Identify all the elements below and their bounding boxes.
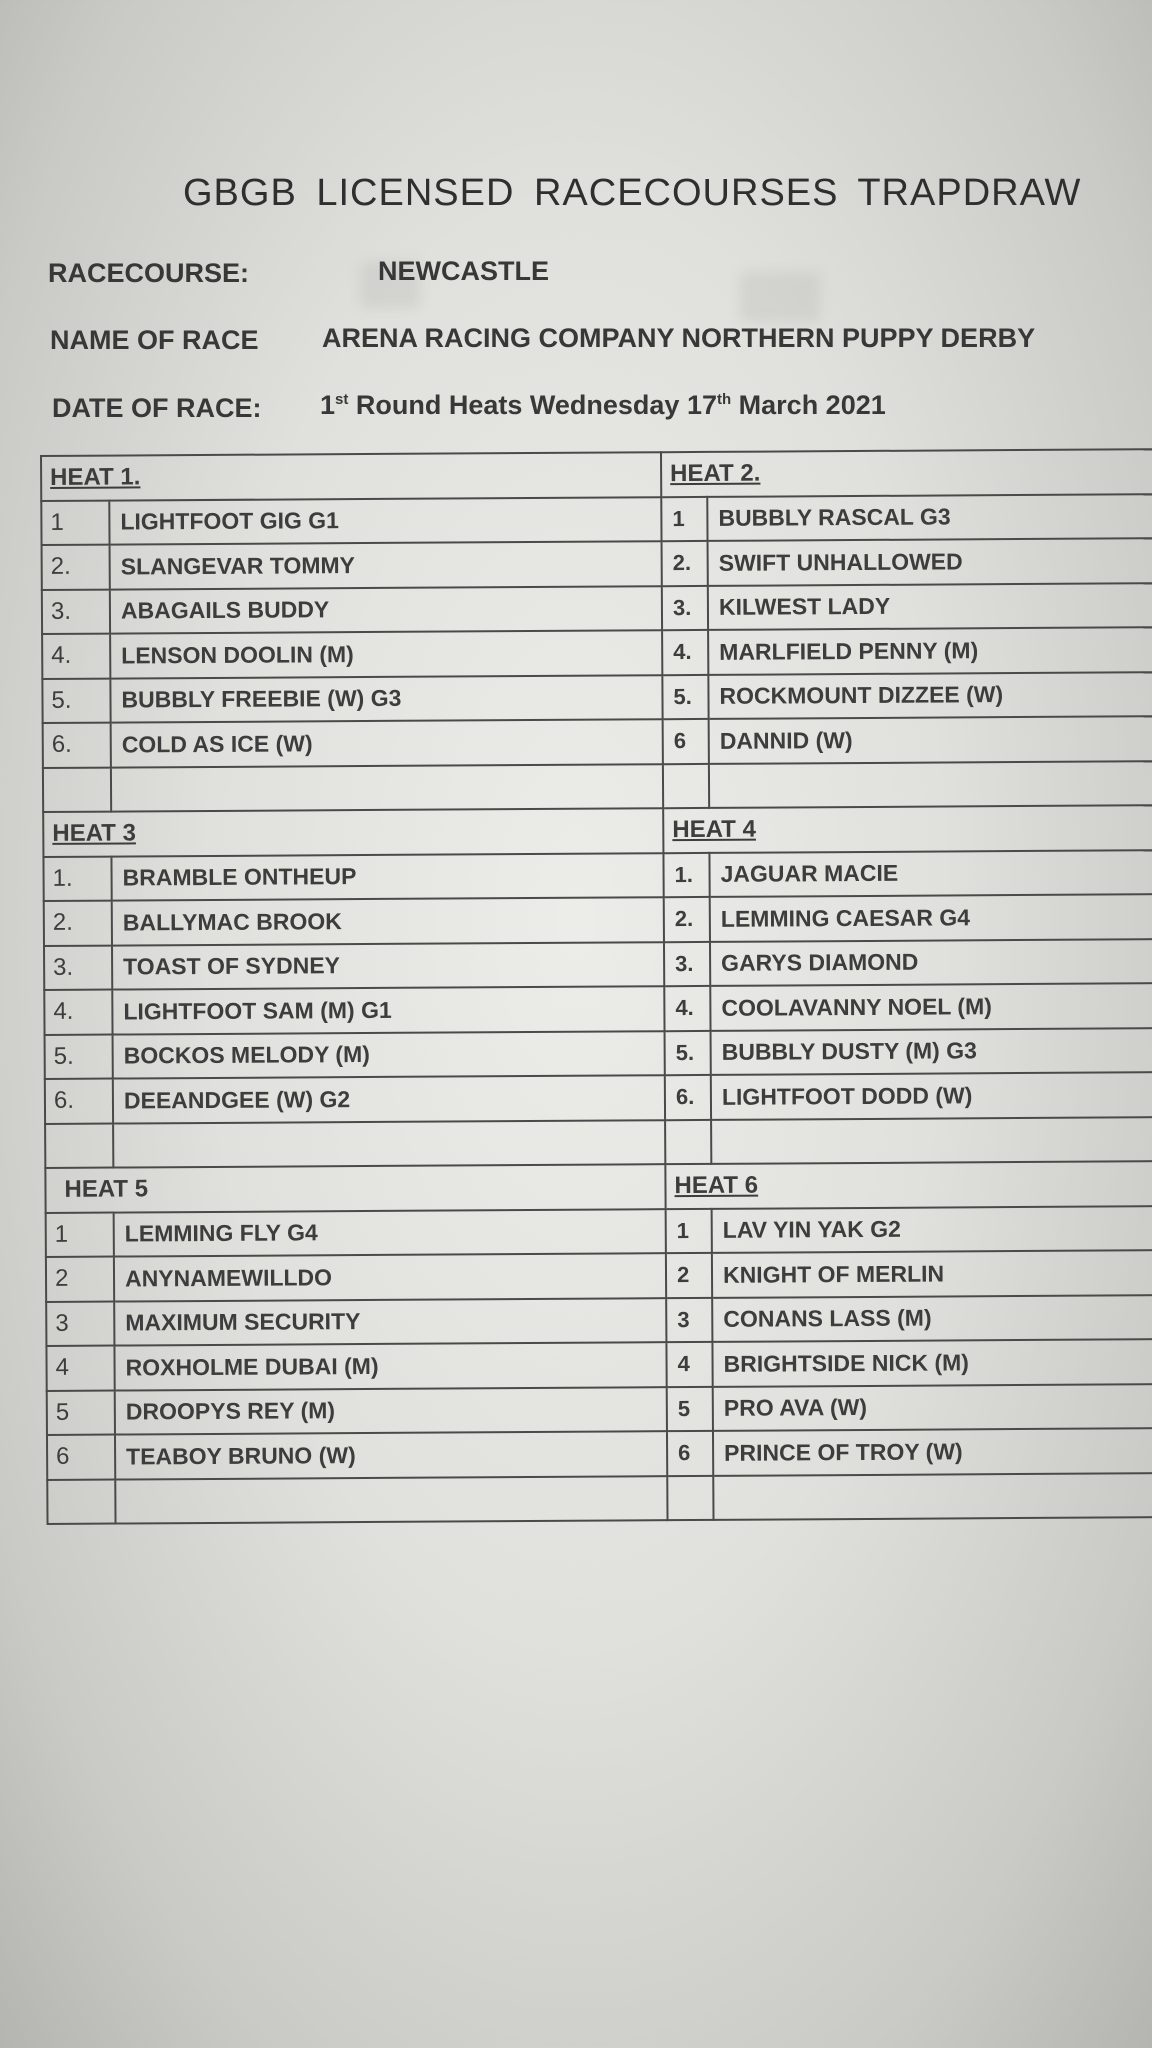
trap-number: 2. — [662, 541, 708, 586]
runner-name: KILWEST LADY — [708, 583, 1152, 630]
table-row — [43, 716, 1152, 767]
trap-number: 4. — [44, 990, 112, 1035]
empty-cell — [45, 1123, 113, 1168]
table-row — [41, 494, 1152, 545]
trap-number: 1 — [41, 500, 109, 545]
runner-name: COLD AS ICE (W) — [111, 719, 663, 767]
heat-heading: HEAT 5 — [45, 1164, 665, 1212]
runner-name: PRINCE OF TROY (W) — [713, 1428, 1152, 1475]
trap-number: 3. — [664, 941, 710, 986]
trap-number: 3. — [42, 589, 110, 634]
trap-number: 6 — [663, 719, 709, 764]
blank-row — [47, 1473, 1152, 1524]
empty-cell — [663, 763, 709, 808]
runner-name: CONANS LASS (M) — [712, 1295, 1152, 1342]
table-row — [46, 1339, 1152, 1390]
table-row — [47, 1428, 1152, 1479]
heat-heading-row — [41, 449, 1152, 500]
runner-name: DROOPYS REY (M) — [115, 1387, 667, 1435]
trap-number: 6 — [47, 1435, 115, 1480]
empty-cell — [115, 1476, 667, 1524]
document-title: GBGB LICENSED RACECOURSES TRAPDRAW — [183, 172, 1082, 214]
trap-number: 1 — [46, 1212, 114, 1257]
table-row — [46, 1206, 1152, 1257]
runner-name: SWIFT UNHALLOWED — [708, 538, 1152, 585]
table-row — [44, 894, 1152, 945]
trapdraw-table — [40, 448, 1152, 1525]
runner-name: LEMMING CAESAR G4 — [710, 894, 1152, 941]
table-row — [46, 1295, 1152, 1346]
trap-number: 4 — [666, 1342, 712, 1387]
table-row — [45, 1072, 1152, 1123]
trap-number: 4. — [664, 986, 710, 1031]
trap-number: 6. — [45, 1079, 113, 1124]
empty-cell — [111, 764, 663, 812]
trap-number: 2. — [44, 901, 112, 946]
trap-number: 5 — [667, 1386, 713, 1431]
runner-name: LAV YIN YAK G2 — [712, 1206, 1152, 1253]
trap-number: 5. — [665, 1030, 711, 1075]
runner-name: BRAMBLE ONTHEUP — [111, 853, 663, 901]
table-row — [42, 672, 1152, 723]
racecourse-value: NEWCASTLE — [378, 256, 549, 286]
runner-name: DANNID (W) — [709, 716, 1152, 763]
table-row — [44, 939, 1152, 990]
blank-row — [43, 761, 1152, 812]
trap-number: 2. — [42, 545, 110, 590]
heat-heading-row — [43, 805, 1152, 856]
trap-number: 5 — [47, 1390, 115, 1435]
race-name-label: NAME OF RACE — [50, 325, 259, 355]
trap-number: 4. — [662, 630, 708, 675]
date-label: DATE OF RACE: — [52, 393, 262, 423]
race-name-value: ARENA RACING COMPANY NORTHERN PUPPY DERBY — [322, 323, 1036, 353]
heat-heading-row — [45, 1161, 1152, 1212]
heat-heading: HEAT 6 — [665, 1161, 1152, 1209]
runner-name: PRO AVA (W) — [713, 1384, 1152, 1431]
heat-heading: HEAT 4 — [663, 805, 1152, 853]
heat-heading: HEAT 3 — [43, 808, 663, 856]
heat-heading: HEAT 1. — [41, 452, 661, 500]
empty-cell — [713, 1473, 1152, 1520]
runner-name: COOLAVANNY NOEL (M) — [710, 983, 1152, 1030]
runner-name: MARLFIELD PENNY (M) — [708, 627, 1152, 674]
trap-number: 4 — [46, 1346, 114, 1391]
trap-number: 6 — [667, 1431, 713, 1476]
runner-name: LEMMING FLY G4 — [114, 1209, 666, 1257]
redaction-smudge — [740, 272, 820, 322]
runner-name: BUBBLY FREEBIE (W) G3 — [110, 675, 662, 723]
trap-number: 3. — [44, 945, 112, 990]
table-row — [45, 1028, 1152, 1079]
empty-cell — [43, 767, 111, 812]
trap-number: 3 — [666, 1297, 712, 1342]
trap-number: 3 — [46, 1301, 114, 1346]
runner-name: LIGHTFOOT SAM (M) G1 — [112, 986, 664, 1034]
heat-heading: HEAT 2. — [661, 449, 1152, 497]
trap-number: 1. — [663, 852, 709, 897]
table-row — [44, 983, 1152, 1034]
trap-number: 1. — [43, 856, 111, 901]
runner-name: BUBBLY DUSTY (M) G3 — [711, 1028, 1152, 1075]
empty-cell — [665, 1119, 711, 1164]
runner-name: GARYS DIAMOND — [710, 939, 1152, 986]
runner-name: TEABOY BRUNO (W) — [115, 1431, 667, 1479]
table-row — [46, 1250, 1152, 1301]
table-row — [42, 627, 1152, 678]
runner-name: MAXIMUM SECURITY — [114, 1298, 666, 1346]
trap-number: 5. — [662, 674, 708, 719]
runner-name: BRIGHTSIDE NICK (M) — [712, 1339, 1152, 1386]
blank-row — [45, 1117, 1152, 1168]
runner-name: LENSON DOOLIN (M) — [110, 630, 662, 678]
trap-number: 2 — [46, 1257, 114, 1302]
trap-number: 2. — [664, 897, 710, 942]
empty-cell — [667, 1475, 713, 1520]
empty-cell — [711, 1117, 1152, 1164]
runner-name: LIGHTFOOT DODD (W) — [711, 1072, 1152, 1119]
runner-name: JAGUAR MACIE — [709, 850, 1152, 897]
trap-number: 2 — [666, 1253, 712, 1298]
racecourse-label: RACECOURSE: — [48, 258, 250, 288]
runner-name: KNIGHT OF MERLIN — [712, 1250, 1152, 1297]
table-row — [42, 538, 1152, 589]
trap-number: 1 — [661, 496, 707, 541]
table-row — [47, 1384, 1152, 1435]
runner-name: DEEANDGEE (W) G2 — [113, 1075, 665, 1123]
runner-name: SLANGEVAR TOMMY — [110, 541, 662, 589]
runner-name: BOCKOS MELODY (M) — [113, 1031, 665, 1079]
trap-number: 6. — [43, 723, 111, 768]
trap-number: 3. — [662, 585, 708, 630]
runner-name: TOAST OF SYDNEY — [112, 942, 664, 990]
empty-cell — [709, 761, 1152, 808]
trap-number: 6. — [665, 1075, 711, 1120]
runner-name: ROXHOLME DUBAI (M) — [114, 1342, 666, 1390]
trap-number: 4. — [42, 634, 110, 679]
runner-name: ROCKMOUNT DIZZEE (W) — [708, 672, 1152, 719]
trap-number: 5. — [42, 678, 110, 723]
empty-cell — [113, 1120, 665, 1168]
runner-name: ANYNAMEWILLDO — [114, 1253, 666, 1301]
table-row — [42, 583, 1152, 634]
runner-name: LIGHTFOOT GIG G1 — [109, 497, 661, 545]
date-value: 1st Round Heats Wednesday 17th March 2021 — [320, 390, 886, 420]
runner-name: ABAGAILS BUDDY — [110, 586, 662, 634]
trap-number: 1 — [666, 1208, 712, 1253]
table-row — [43, 850, 1152, 901]
runner-name: BUBBLY RASCAL G3 — [707, 494, 1152, 541]
trap-number: 5. — [45, 1034, 113, 1079]
runner-name: BALLYMAC BROOK — [112, 897, 664, 945]
empty-cell — [47, 1479, 115, 1524]
